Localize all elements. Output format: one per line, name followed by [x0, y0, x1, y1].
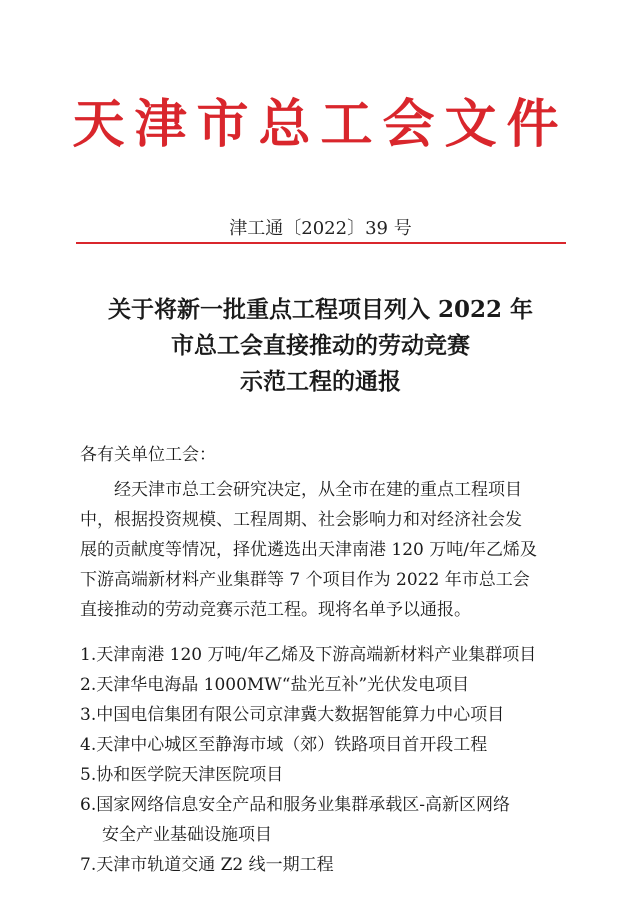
- notice-title: [0, 292, 641, 400]
- body-line: 下游高端新材料产业集群等 7 个项目作为 2022 年市总工会: [80, 570, 530, 590]
- body-line: 直接推动的劳动竞赛示范工程。现将名单予以通报。: [80, 600, 471, 620]
- body-line: 经天津市总工会研究决定，从全市在建的重点工程项目: [114, 480, 522, 500]
- title-line: 关于将新一批重点工程项目列入 2022 年: [107, 296, 534, 323]
- project-item: 7.天津市轨道交通 Z2 线一期工程: [80, 855, 334, 875]
- project-item: 3.中国电信集团有限公司京津冀大数据智能算力中心项目: [80, 705, 505, 725]
- project-item: 2.天津华电海晶 1000MW“盐光互补”光伏发电项目: [80, 675, 470, 695]
- project-item: 6.国家网络信息安全产品和服务业集群承载区-高新区网络: [80, 795, 510, 815]
- project-item: 5.协和医学院天津医院项目: [80, 765, 284, 785]
- project-list: [80, 640, 576, 880]
- project-item: 1.天津南港 120 万吨/年乙烯及下游高端新材料产业集群项目: [80, 645, 537, 665]
- red-divider-line: [76, 242, 566, 244]
- body-line: 展的贡献度等情况，择优遴选出天津南港 120 万吨/年乙烯及: [80, 540, 537, 560]
- title-line: 示范工程的通报: [240, 368, 401, 395]
- body-line: 中，根据投资规模、工程周期、社会影响力和对经济社会发: [80, 510, 522, 530]
- notice-body: [80, 475, 576, 625]
- project-item-continuation: 安全产业基础设施项目: [102, 825, 272, 845]
- title-line: 市总工会直接推动的劳动竞赛: [171, 332, 470, 359]
- project-item: 4.天津中心城区至静海市域（郊）铁路项目首开段工程: [80, 735, 488, 755]
- salutation: 各有关单位工会：: [80, 445, 216, 465]
- org-masthead: 天津市总工会文件: [72, 94, 569, 155]
- document-number: 津工通〔2022〕39 号: [229, 218, 412, 239]
